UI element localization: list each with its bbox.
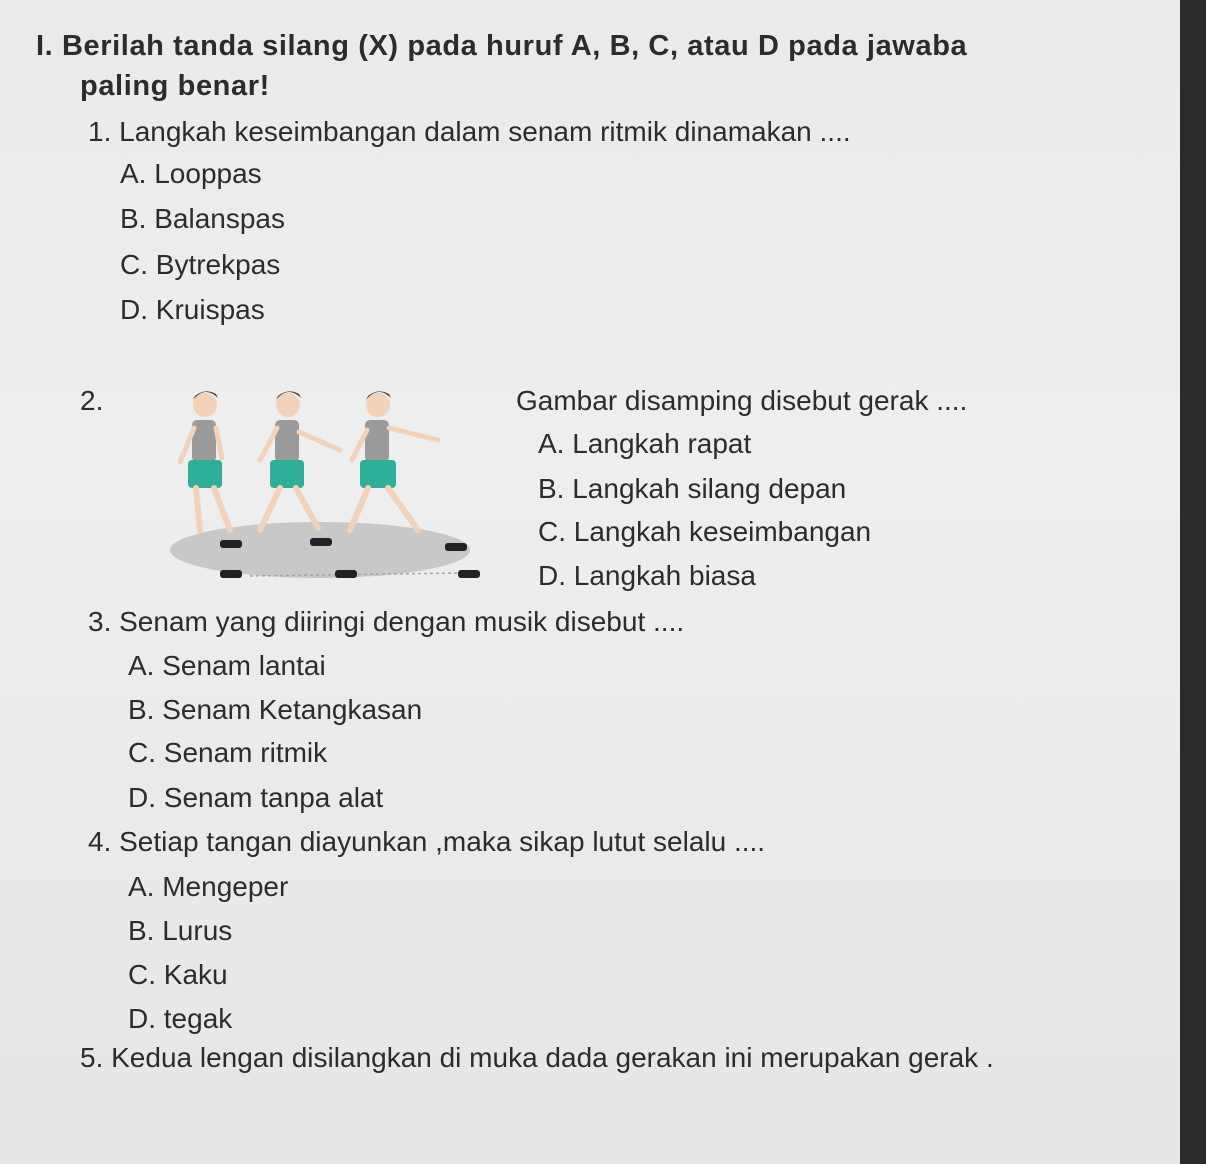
footprint-3 xyxy=(310,538,332,546)
question-4-option-d[interactable]: D. tegak xyxy=(128,1003,233,1034)
question-1-option-d[interactable]: D. Kruispas xyxy=(120,294,265,325)
footprint-1 xyxy=(220,540,242,548)
question-2-option-c[interactable]: C. Langkah keseimbangan xyxy=(538,516,872,547)
footprint-2 xyxy=(220,570,242,578)
question-4-option-c[interactable]: C. Kaku xyxy=(128,959,228,990)
instruction-line-1: I. Berilah tanda silang (X) pada huruf A, B, C, atau D pada jawaba xyxy=(36,30,968,62)
question-4-option-b[interactable]: B. Lurus xyxy=(128,915,233,946)
footprint-6 xyxy=(458,570,480,578)
question-1-option-b[interactable]: B. Balanspas xyxy=(120,203,285,234)
question-4-option-a[interactable]: A. Mengeper xyxy=(128,871,289,902)
question-2-option-d[interactable]: D. Langkah biasa xyxy=(538,560,756,591)
floor-shadow xyxy=(170,522,470,578)
walking-steps-illustration xyxy=(160,380,500,590)
question-3-text: 3. Senam yang diiringi dengan musik disebut .... xyxy=(88,606,685,637)
question-3-option-a[interactable]: A. Senam lantai xyxy=(128,650,326,681)
question-3-option-c[interactable]: C. Senam ritmik xyxy=(128,737,328,768)
question-3-option-b[interactable]: B. Senam Ketangkasan xyxy=(128,694,423,725)
walker-figure-3 xyxy=(350,391,438,530)
question-2-text: Gambar disamping disebut gerak .... xyxy=(516,385,968,416)
walker-figure-2 xyxy=(260,391,340,530)
question-5-text: 5. Kedua lengan disilangkan di muka dada gerakan ini merupakan gerak . xyxy=(80,1042,994,1073)
footprint-4 xyxy=(335,570,357,578)
footprint-5 xyxy=(445,543,467,551)
question-1-text: 1. Langkah keseimbangan dalam senam ritmik dinamakan .... xyxy=(88,116,851,147)
walker-figure-1 xyxy=(180,391,230,530)
question-3-option-d[interactable]: D. Senam tanpa alat xyxy=(128,782,384,813)
question-2-option-a[interactable]: A. Langkah rapat xyxy=(538,428,752,459)
question-1-option-c[interactable]: C. Bytrekpas xyxy=(120,249,281,280)
question-1-option-a[interactable]: A. Looppas xyxy=(120,158,262,189)
question-2-option-b[interactable]: B. Langkah silang depan xyxy=(538,473,847,504)
walking-figures-svg xyxy=(160,380,500,590)
question-2-number: 2. xyxy=(80,385,104,416)
instruction-line-2: paling benar! xyxy=(80,70,270,102)
question-4-text: 4. Setiap tangan diayunkan ,maka sikap lutut selalu .... xyxy=(88,826,766,857)
